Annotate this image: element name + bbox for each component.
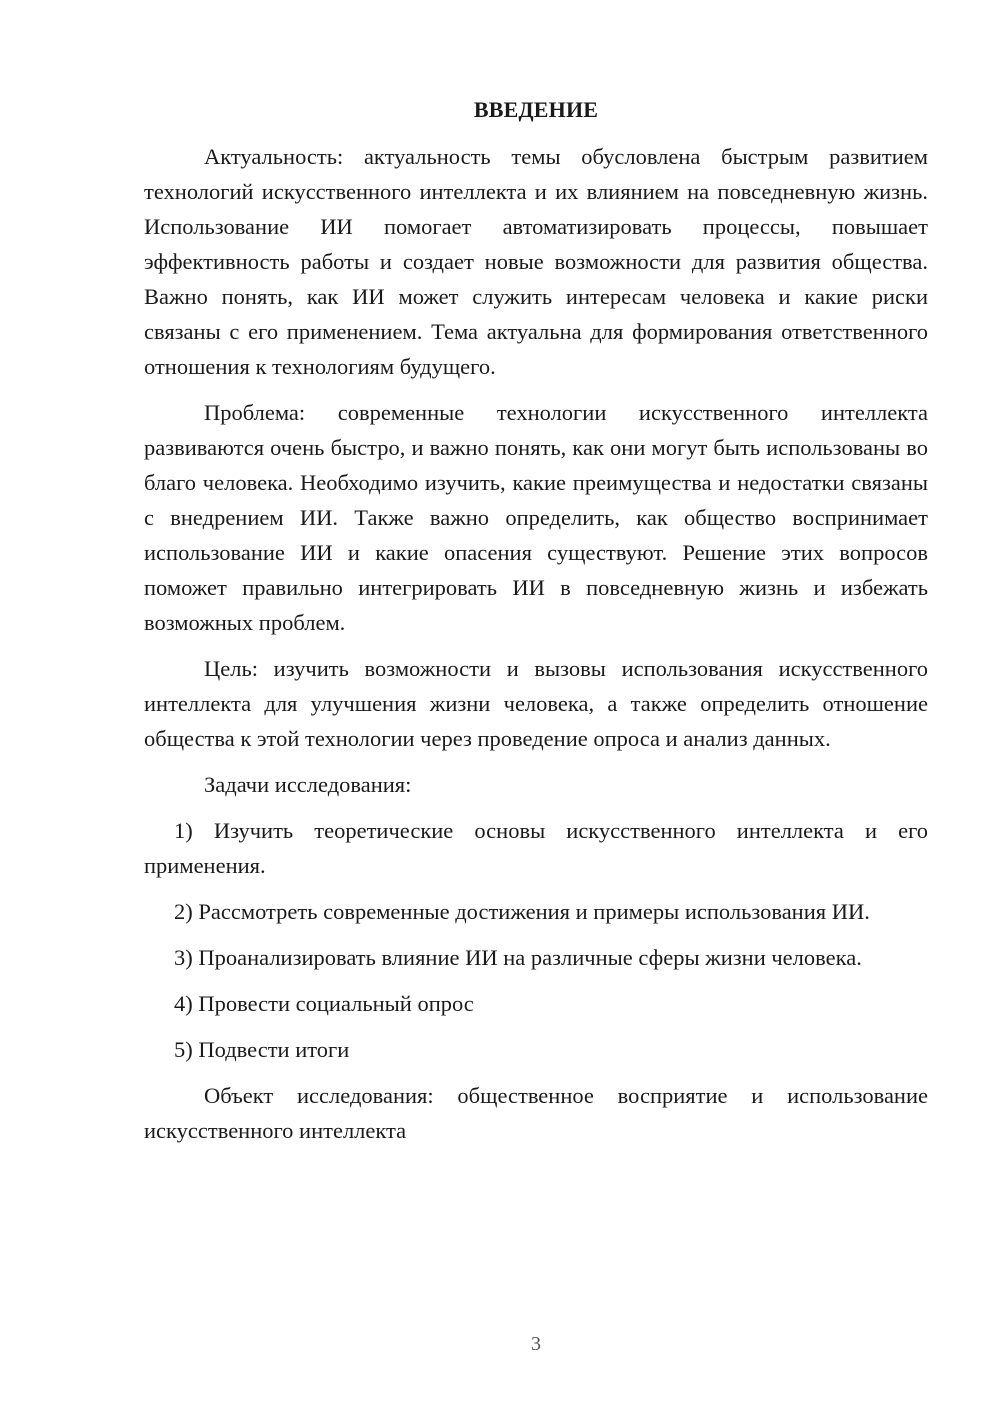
section-heading: ВВЕДЕНИЕ — [473, 97, 599, 122]
paragraph-tasks-title: Задачи исследования: — [204, 772, 412, 797]
page-number: 3 — [531, 1333, 541, 1355]
page-content — [144, 92, 928, 1159]
paragraph-goal: Цель: изучить возможности и вызовы использования искусственного интеллекта для улучшения жизни человека, а также определить отношение общества к этой технологии через проведение опроса и анализ данных. — [144, 656, 928, 751]
task-item-3: 3) Проанализировать влияние ИИ на различные сферы жизни человека. — [174, 945, 862, 970]
task-item-1: 1) Изучить теоретические основы искусственного интеллекта и его применения. — [144, 818, 928, 878]
paragraph-relevance: Актуальность: актуальность темы обусловлена быстрым развитием технологий искусственного интеллекта и их влиянием на повседневную жизнь. Использование ИИ помогает автоматизировать процессы, повышает эффективность работы и создает новые возможности для развития общества. Важно понять, как ИИ может служить интересам человека и какие риски связаны с его применением. Тема актуальна для формирования ответственного отношения к технологиям будущего. — [144, 144, 928, 379]
task-item-5: 5) Подвести итоги — [174, 1037, 350, 1062]
task-item-4: 4) Провести социальный опрос — [174, 991, 474, 1016]
paragraph-object: Объект исследования: общественное восприятие и использование искусственного интеллекта — [144, 1083, 928, 1143]
task-item-2: 2) Рассмотреть современные достижения и примеры использования ИИ. — [174, 899, 870, 924]
paragraph-problem: Проблема: современные технологии искусственного интеллекта развиваются очень быстро, и важно понять, как они могут быть использованы во благо человека. Необходимо изучить, какие преимущества и недостатки связаны с внедрением ИИ. Также важно определить, как общество воспринимает использование ИИ и какие опасения существуют. Решение этих вопросов поможет правильно интегрировать ИИ в повседневную жизнь и избежать возможных проблем. — [144, 400, 928, 635]
